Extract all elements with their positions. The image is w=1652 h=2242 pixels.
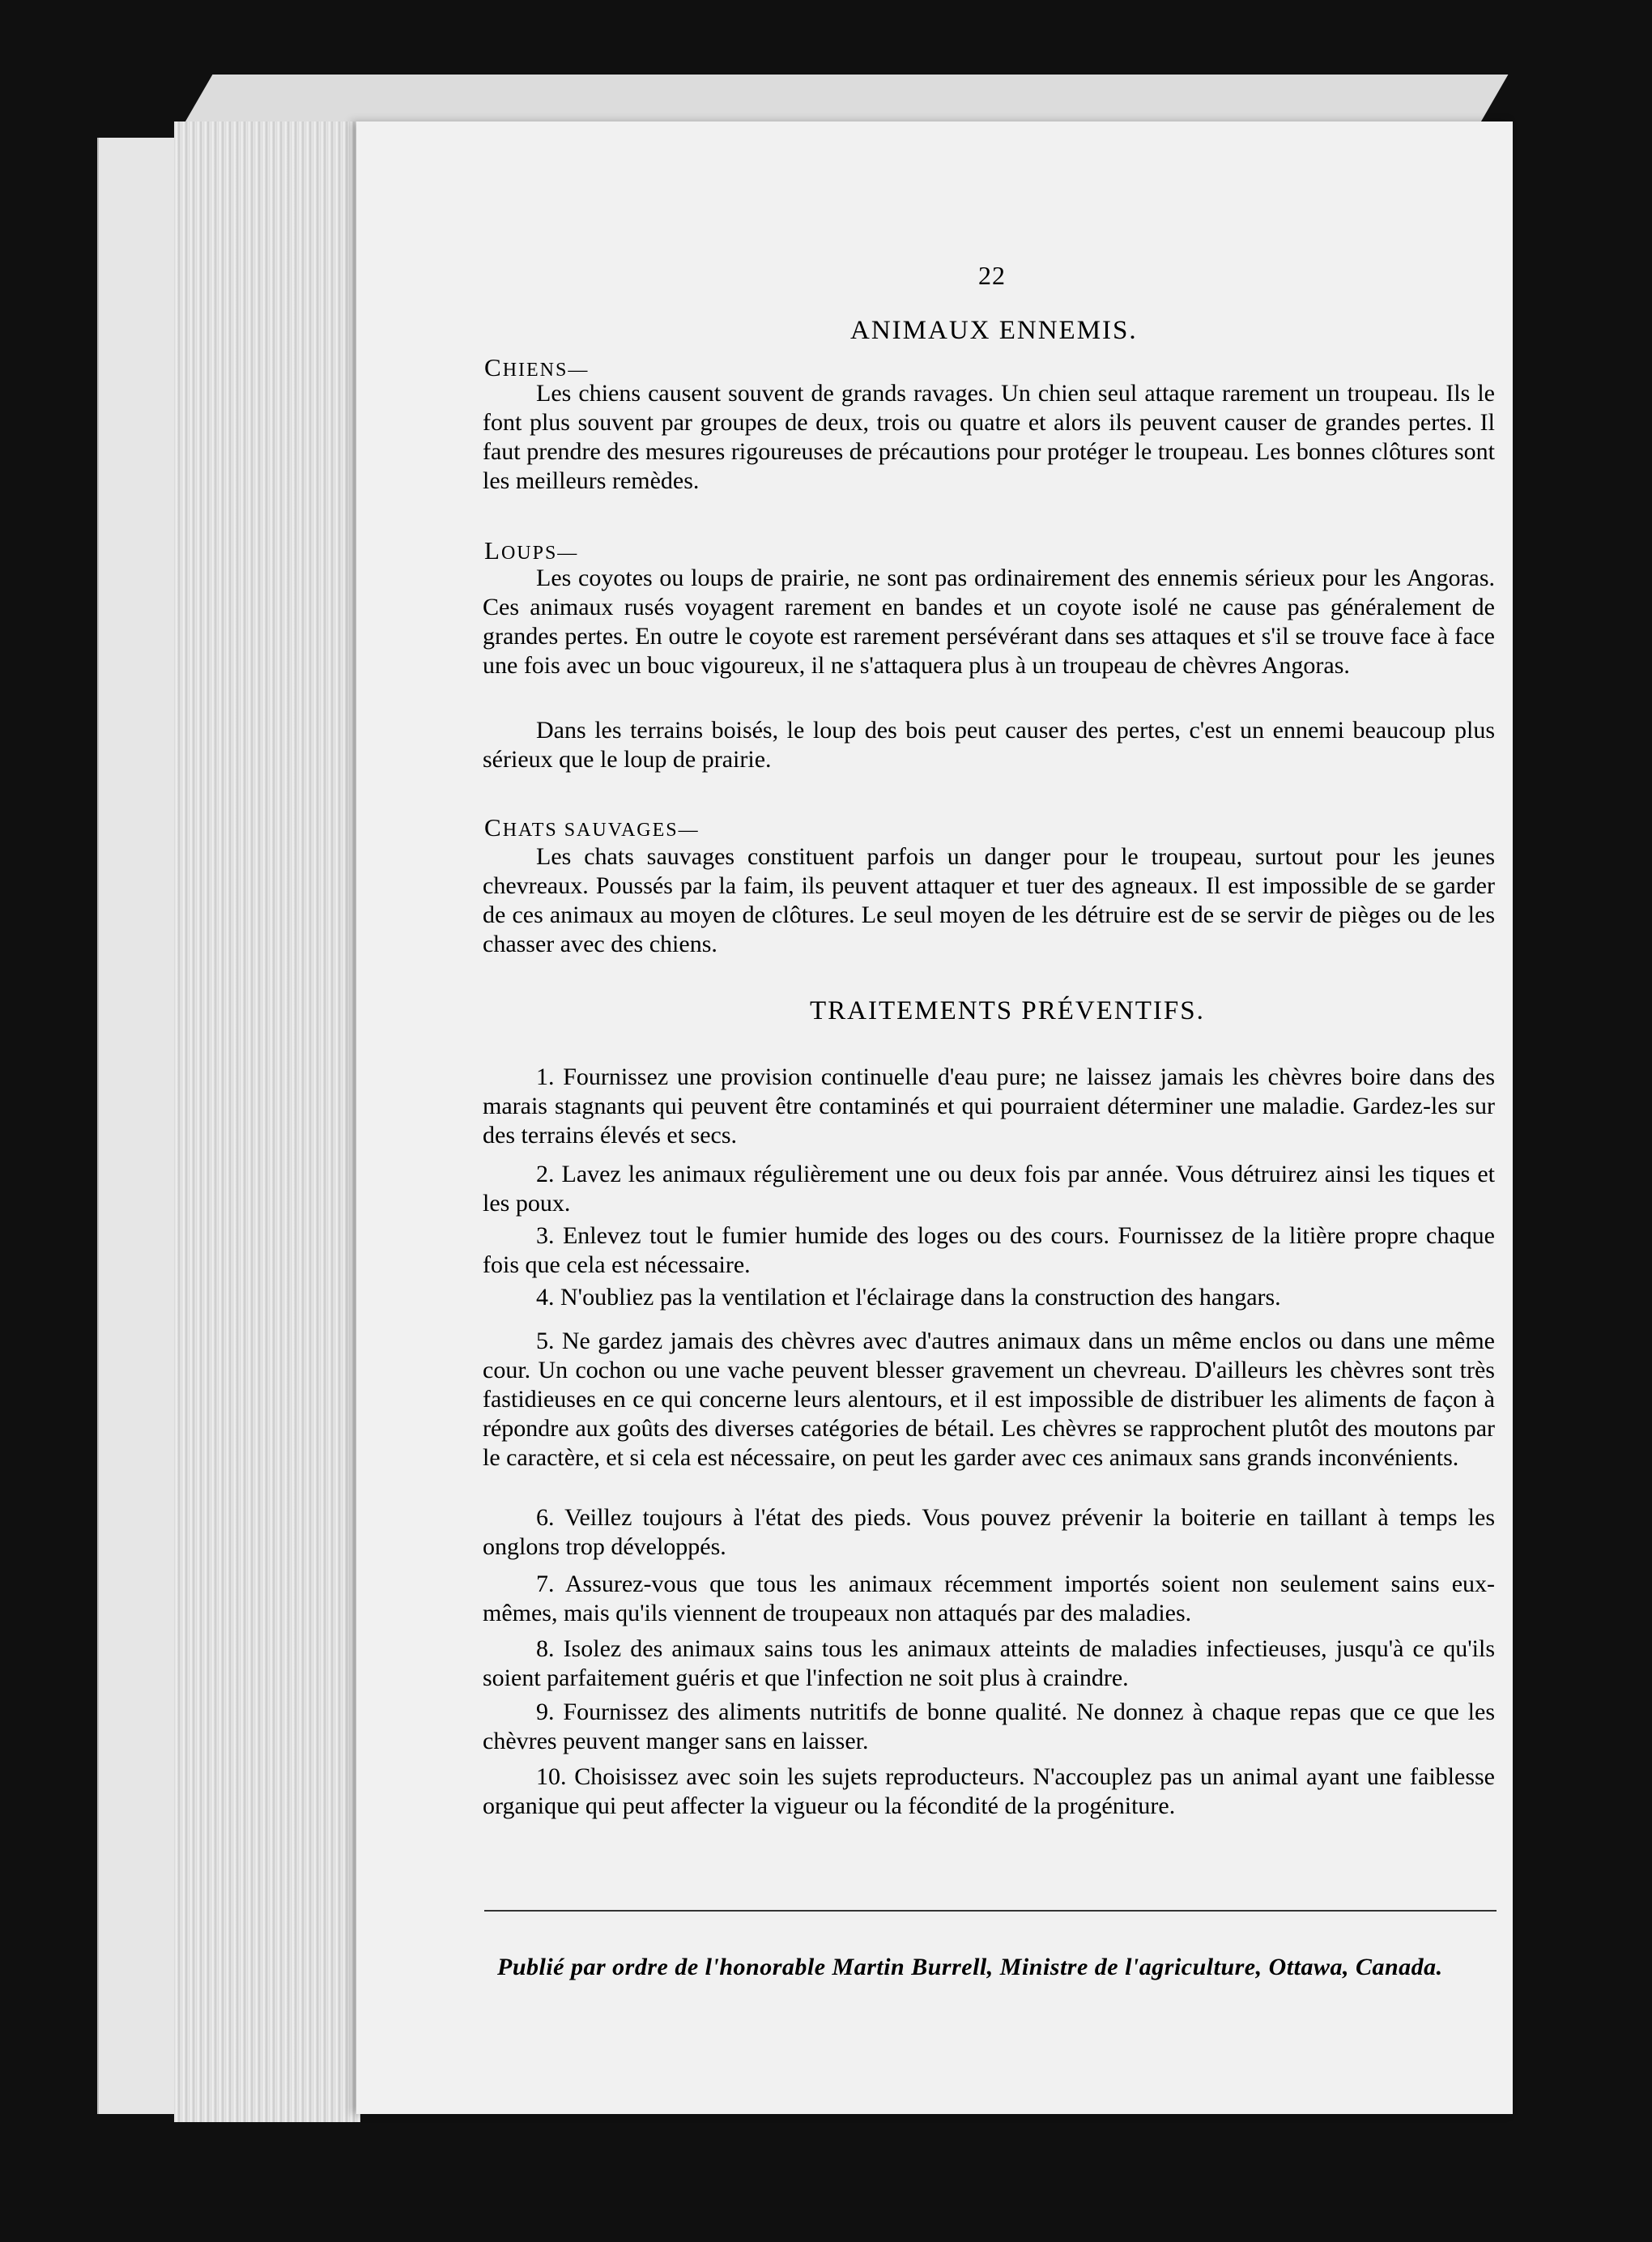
list-item-traitement-10: 10. Choisissez avec soin les sujets reproducteurs. N'accouplez pas un animal ayant une faiblesse organique qui peut affecter la vigueur ou la fécondité de la progéniture. (483, 1763, 1495, 1819)
list-item-traitement-4: 4. N'oubliez pas la ventilation et l'éclairage dans la construction des hangars. (536, 1284, 1281, 1311)
heading-animaux-ennemis: ANIMAUX ENNEMIS. (850, 316, 1138, 345)
list-item-traitement-3: 3. Enlevez tout le fumier humide des loges ou des cours. Fournissez de la litière propre chaque fois que cela est nécessaire. (483, 1222, 1495, 1278)
heading-traitements-preventifs: TRAITEMENTS PRÉVENTIFS. (810, 996, 1205, 1025)
list-item-traitement-7: 7. Assurez-vous que tous les animaux récemment importés soient non seulement sains eux-mêmes, mais qu'ils viennent de troupeaux non attaqués par des maladies. (483, 1571, 1495, 1626)
list-item-traitement-2: 2. Lavez les animaux régulièrement une ou deux fois par année. Vous détruirez ainsi les tiques et les poux. (483, 1161, 1495, 1217)
paragraph-loups-2: Dans les terrains boisés, le loup des bois peut causer des pertes, c'est un ennemi beaucoup plus sérieux que le loup de prairie. (483, 717, 1495, 773)
list-item-traitement-9: 9. Fournissez des aliments nutritifs de bonne qualité. Ne donnez à chaque repas que ce que les chèvres peuvent manger sans en laisser. (483, 1699, 1495, 1754)
section-label-chiens: CHIENS— (484, 353, 590, 381)
footer-imprint: Publié par ordre de l'honorable Martin Burrell, Ministre de l'agriculture, Ottawa, Canada. (497, 1954, 1443, 1980)
list-item-traitement-1: 1. Fournissez une provision continuelle d'eau pure; ne laissez jamais les chèvres boire dans des marais stagnants qui peuvent être contaminés et qui pourraient déterminer une maladie. Gardez-les sur des terrains élevés et secs. (483, 1063, 1495, 1149)
page-stack-edge (174, 121, 360, 2122)
section-label-chats-sauvages: CHATS SAUVAGES— (484, 813, 700, 842)
page-number: 22 (978, 261, 1006, 290)
paragraph-loups-1: Les coyotes ou loups de prairie, ne sont pas ordinairement des ennemis sérieux pour les Angoras. Ces animaux rusés voyagent rarement en bandes et un coyote isolé ne cause pas généralement de grandes pertes. En outre le coyote est rarement persévérant dans ses attaques et s'il se trouve face à face une fois avec un bouc vigoureux, il ne s'attaquera plus à un troupeau de chèvres Angoras. (483, 565, 1495, 679)
paragraph-chats-sauvages: Les chats sauvages constituent parfois un danger pour le troupeau, surtout pour les jeunes chevreaux. Poussés par la faim, ils peuvent attaquer et tuer des agneaux. Il est impossible de se garder de ces animaux au moyen de clôtures. Le seul moyen de les détruire est de se servir de pièges ou de les chasser avec des chiens. (483, 843, 1495, 957)
paragraph-chiens: Les chiens causent souvent de grands ravages. Un chien seul attaque rarement un troupeau. Ils le font plus souvent par groupes de deux, trois ou quatre et alors ils peuvent causer de grandes pertes. Il faut prendre des mesures rigoureuses de précautions pour protéger le troupeau. Les bonnes clôtures sont les meilleurs remèdes. (483, 380, 1495, 494)
footer-rule (484, 1910, 1497, 1912)
list-item-traitement-5: 5. Ne gardez jamais des chèvres avec d'autres animaux dans un même enclos ou dans une même cour. Un cochon ou une vache peuvent blesser gravement un chevreau. D'ailleurs les chèvres sont très fastidieuses en ce qui concerne leurs alentours, et il est impossible de distribuer les aliments de façon à répondre aux goûts des diverses catégories de bétail. Les chèvres se rapprochent plutôt des moutons par le caractère, et si cela est nécessaire, on peut les garder avec ces animaux sans grands inconvénients. (483, 1328, 1495, 1471)
section-label-loups: LOUPS— (484, 536, 579, 565)
list-item-traitement-6: 6. Veillez toujours à l'état des pieds. Vous pouvez prévenir la boiterie en taillant à temps les onglons trop développés. (483, 1504, 1495, 1560)
list-item-traitement-8: 8. Isolez des animaux sains tous les animaux atteints de maladies infectieuses, jusqu'à ce qu'ils soient parfaitement guéris et que l'infection ne soit plus à craindre. (483, 1635, 1495, 1691)
